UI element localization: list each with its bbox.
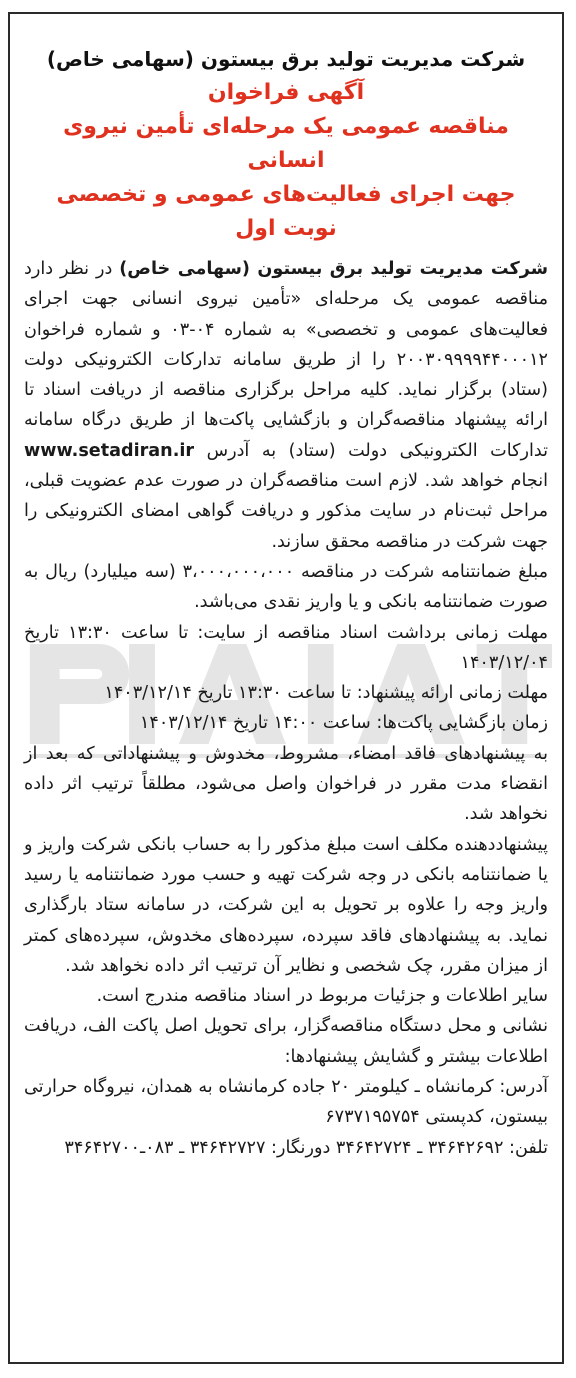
setad-website-link[interactable]: www.setadiran.ir — [24, 440, 195, 461]
notice-content — [24, 44, 548, 1163]
contact-intro-paragraph: نشانی و محل دستگاه مناقصه‌گزار، برای تحویل اصل پاکت الف، دریافت اطلاعات بیشتر و گشایش پیشنهادها: — [24, 1016, 548, 1067]
download-deadline: مهلت زمانی برداشت اسناد مناقصه از سایت: تا ساعت ۱۳:۳۰ تاریخ ۱۴۰۳/۱۲/۰۴ — [24, 622, 548, 673]
phones-paragraph: تلفن: ۳۴۶۴۲۶۹۲ ـ ۳۴۶۴۲۷۲۴ دورنگار: ۳۴۶۴۲۷۲۷ ـ ۰۸۳ـ۳۴۶۴۲۷۰۰ — [64, 1137, 548, 1158]
opening-time: زمان بازگشایی پاکت‌ها: ساعت ۱۴:۰۰ تاریخ ۱۴۰۳/۱۲/۱۴ — [139, 713, 548, 734]
company-header: شرکت مدیریت تولید برق بیستون (سهامی خاص) — [46, 47, 526, 71]
address-paragraph: آدرس: کرمانشاه ـ کیلومتر ۲۰ جاده کرمانشاه به همدان، نیروگاه حرارتی بیستون، کدپستی ۶۷۳۷۱۹۵۷۵۴ — [24, 1077, 548, 1128]
publication-round: نوبت اول — [235, 216, 337, 241]
notice-title: آگهی فراخوان — [207, 80, 365, 105]
submission-deadline: مهلت زمانی ارائه پیشنهاد: تا ساعت ۱۳:۳۰ تاریخ ۱۴۰۳/۱۲/۱۴ — [104, 683, 548, 704]
tender-subject-line2: جهت اجرای فعالیت‌های عمومی و تخصصی — [56, 182, 516, 207]
intro-text-end: انجام خواهد شد. لازم است مناقصه‌گران در صورت عدم عضویت قبلی، مراحل ثبت‌نام در سایت مذکور و دریافت گواهی امضای الکترونیکی را جهت شرکت در مناقصه محقق سازند. — [24, 471, 548, 552]
notice-frame — [8, 12, 564, 1364]
other-info-paragraph: سایر اطلاعات و جزئیات مربوط در اسناد مناقصه مندرج است. — [96, 986, 548, 1007]
intro-text: در نظر دارد مناقصه عمومی یک مرحله‌ای «تأمین نیروی انسانی جهت اجرای فعالیت‌های عمومی و تخصصی» به شماره ۰۴-۰۳ و شماره فراخوان ۲۰۰۳۰۹۹۹۹۴۴۰۰۰۱۲ را از طریق سامانه تدارکات الکترونیکی دولت (ستاد) برگزار نماید. کلیه مراحل برگزاری مناقصه از دریافت اسناد تا ارائه پیشنهاد مناقصه‌گران و بازگشایی پاکت‌ها از طریق درگاه سامانه تدارکات الکترونیکی دولت (ستاد) به آدرس — [24, 259, 548, 461]
guarantee-paragraph: مبلغ ضمانتنامه شرکت در مناقصه ۳،۰۰۰،۰۰۰،۰۰۰ (سه میلیارد) ریال به صورت ضمانتنامه بانکی و یا واریز نقدی می‌باشد. — [24, 561, 548, 613]
tender-subject-line1: مناقصه عمومی یک مرحله‌ای تأمین نیروی انسانی — [63, 114, 509, 173]
bidder-obligation-paragraph: پیشنهاددهنده مکلف است مبلغ مذکور را به حساب بانکی شرکت واریز و یا ضمانتنامه بانکی در وجه شرکت تهیه و حسب مورد ضمانتنامه یا رسید واریز وجه را علاوه بر تحویل به این شرکت، در سامانه ستاد بارگذاری نماید. به پیشنهادهای فاقد سپرده، سپرده‌های مخدوش، سپرده‌های کمتر از میزان مقرر، چک شخصی و نظایر آن ترتیب اثر داده نخواهد شد. — [24, 834, 548, 976]
intro-paragraph — [24, 254, 548, 557]
invalid-bids-paragraph: به پیشنهادهای فاقد امضاء، مشروط، مخدوش و پیشنهاداتی که بعد از انقضاء مدت مقرر در فراخوان واصل می‌شود، مطلقاً ترتیب اثر داده نخواهد شد. — [24, 743, 548, 825]
intro-company-name: شرکت مدیریت تولید برق بیستون (سهامی خاص) — [119, 259, 549, 279]
notice-body — [24, 254, 548, 1163]
